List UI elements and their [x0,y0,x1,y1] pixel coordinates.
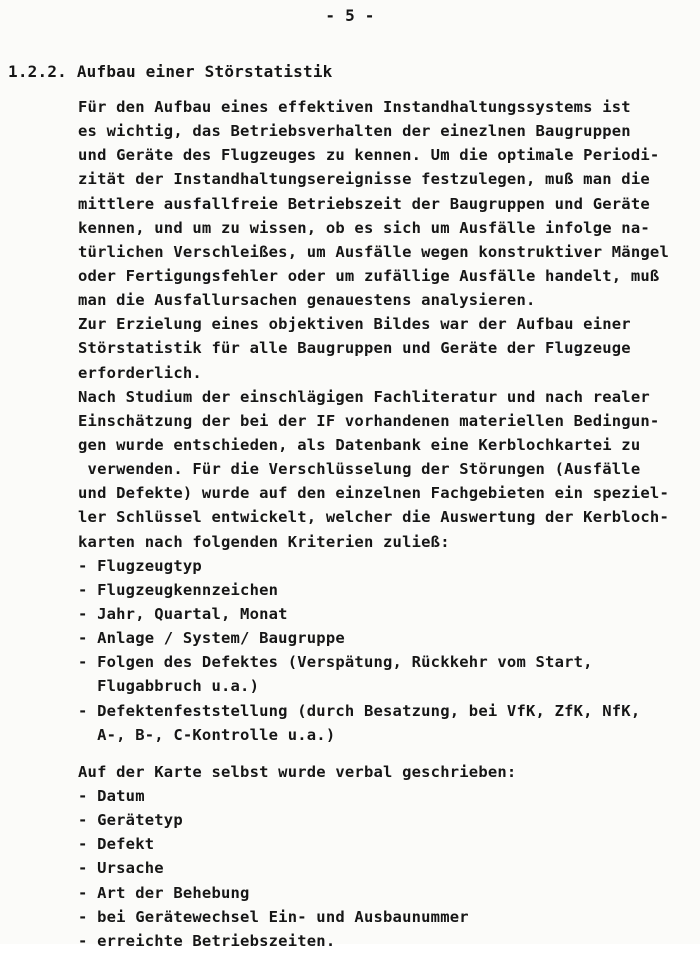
list-item: - Folgen des Defektes (Verspätung, Rückkehr vom Start, [78,653,593,672]
text-line: Störstatistik für alle Baugruppen und Geräte der Flugzeuge [78,339,631,358]
list-item: - bei Gerätewechsel Ein- und Ausbaunummer [78,907,469,926]
text-line: Nach Studium der einschlägigen Fachliteratur und nach realer [78,387,650,406]
text-line: Zur Erzielung eines objektiven Bildes war der Aufbau einer [78,315,631,334]
list-item: - Anlage / System/ Baugruppe [78,629,345,648]
text-line: erforderlich. [78,363,202,382]
text-line: karten nach folgenden Kriterien zuließ: [78,532,450,551]
text-line: es wichtig, das Betriebsverhalten der einezlnen Baugruppen [78,122,631,141]
list-item: - Ursache [78,859,164,878]
criteria-list [78,554,693,747]
list-item-continuation: Flugabbruch u.a.) [78,677,260,696]
list-item: - Art der Behebung [78,883,250,902]
text-line: ler Schlüssel entwickelt, welcher die Auswertung der Kerbloch- [78,508,669,527]
card-fields-list [78,784,693,953]
text-line: und Defekte) wurde auf den einzelnen Fachgebieten ein speziel- [78,484,669,503]
card-intro: Auf der Karte selbst wurde verbal geschrieben: [78,762,517,781]
text-line: und Geräte des Flugzeuges zu kennen. Um die optimale Periodi- [78,146,660,165]
document-body [78,95,693,953]
text-line: man die Ausfallursachen genauestens analysieren. [78,291,536,310]
list-item: - Flugzeugtyp [78,556,202,575]
list-item: - erreichte Betriebszeiten. [78,931,336,950]
text-line: verwenden. Für die Verschlüsselung der Störungen (Ausfälle [78,460,641,479]
list-item: - Defektenfeststellung (durch Besatzung, bei VfK, ZfK, NfK, [78,701,641,720]
text-line: gen wurde entschieden, als Datenbank eine Kerblochkartei zu [78,435,641,454]
page-number: - 5 - [325,6,375,25]
paragraph-1 [78,95,693,312]
text-line: mittlere ausfallfreie Betriebszeit der Baugruppen und Geräte [78,194,650,213]
paragraph-3 [78,385,693,554]
list-item: - Flugzeugkennzeichen [78,580,279,599]
list-item: - Jahr, Quartal, Monat [78,604,288,623]
list-item-continuation: A-, B-, C-Kontrolle u.a.) [78,725,336,744]
text-line: oder Fertigungsfehler oder um zufällige Ausfälle handelt, muß [78,266,660,285]
text-line: Für den Aufbau eines effektiven Instandhaltungssystems ist [78,98,631,116]
section-heading: 1.2.2. Aufbau einer Störstatistik [8,62,333,81]
paragraph-2 [78,312,693,384]
text-line: Einschätzung der bei der IF vorhandenen materiellen Bedingun- [78,411,660,430]
text-line: türlichen Verschleißes, um Ausfälle wegen konstruktiver Mängel [78,242,669,261]
list-item: - Gerätetyp [78,811,183,830]
list-item: - Datum [78,786,145,805]
text-line: kennen, und um zu wissen, ob es sich um Ausfälle infolge na- [78,218,650,237]
list-item: - Defekt [78,835,155,854]
spacer [78,747,693,760]
text-line: zität der Instandhaltungsereignisse festzulegen, muß man die [78,170,650,189]
